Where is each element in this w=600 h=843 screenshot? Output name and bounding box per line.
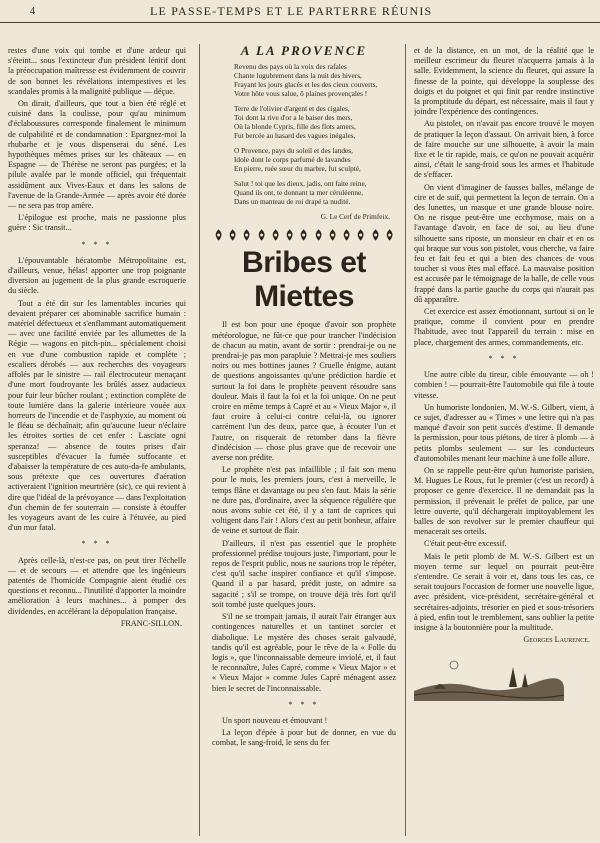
fleuron-ornament-icon: [269, 228, 282, 242]
author-signature: FRANC-SILLON.: [120, 618, 182, 628]
paragraph: On se rappelle peut-être qu'un humoriste parisien, M. Hugues Le Roux, fut le premier (c'est un record) à proposer ce genre d'exercice. Il ne demandait pas la permission, il prévenait le préfet de police, par une lettre ouverte, qu'il déchargerait impitoyablement les balles de son revolver sur le premier chauffeur qui menacerait ses orteils.: [414, 465, 594, 537]
paragraph: Il est bon pour une époque d'avoir son prophète météorologue, ne fût-ce que pour trancher l'indécision de chacun au matin, avant de sortir : prendrai-je ou ne prendrai-je pas mon parapluie ? Mettrai-je mes souliers noirs ou mes bottines jaunes ? Cruelle énigme, autant de questions angoissantes qu'une prédiction hardie et surtout la foi dans le prophète peuvent résoudre sans douleur. Mais il faut la foi et la foi unique. On ne peut croire en même temps à Capré et au « Vieux Major », il faut croire à celui-ci contre celui-là, ou ignorer carrément l'un des deux, parce que, à écouter l'un et l'autre, on risquerait de retomber dans la fièvre d'indécision — chose plus grave que de recevoir une averse non prédite.: [212, 320, 396, 463]
running-title: LE PASSE-TEMPS ET LE PARTERRE RÉUNIS: [150, 4, 433, 18]
section-separator: * * *: [81, 539, 113, 549]
page-header: [0, 0, 600, 23]
paragraph: On vient d'imaginer de fausses balles, mélange de cire et de suif, qui permettent la leçon de terrain. On a des lunettes, un masque et une grande blouse noire. On ne risque peut-être une ecchymose, mais on a l'avantage d'avoir, en face de soi, au lieu d'une silhouette sans riposte, un monsieur en chair et en os qui braque sur vous son pistolet, vous cherche, va faire feu et fait feu et qui a bien des chances de vous toucher si vous êtes mal effacé. La mauvaise position est accusée par le témoignage de la balle, de celle vous frappé dans la partie gauche du corps qui n'aurait pas dû apparaître.: [414, 182, 594, 304]
fleuron-ornament-icon: [354, 228, 367, 242]
fleuron-ornament-icon: [326, 228, 339, 242]
poem-line: Toi dont la rive d'or a le baiser des mers,: [234, 113, 353, 123]
paragraph: On dirait, d'ailleurs, que tout a bien été réglé et cuisiné dans la coulisse, pour qu'au minimum d'éclaboussures corresponde finalement le minimum de culpabilité et de condamnation : Epargnez-moi la rhubarbe et je vous dispenserai du séné. Les hypothèques mêmes prises sur les châteaux — en Espagne — de Thérèse ne seront pas purgées; et la pilule avalée par le monde officiel, qui fréquentait assidûment aux Vives-Eaux et dans les salons de l'avenue de la Grande-Armée — après avoir été dorée — ne sera pas trop amère.: [8, 99, 186, 211]
poem-line: Frayant les jours glacés et les des cieux couverts,: [234, 80, 378, 90]
poem: [212, 62, 396, 206]
column-divider: [199, 44, 200, 836]
section-separator: * * *: [288, 699, 320, 709]
paragraph: Au pistolet, on n'avait pas encore trouvé le moyen de pratiquer la leçon d'assaut. On arrivait bien, à force de faire mouche sur une silhouette, à avoir la main fixe et le tir rapide, mais, ce qu'on ne pouvait acquérir ainsi, c'était le sang-froid sous les armes et l'habitude de s'effacer.: [414, 119, 594, 180]
fleuron-ornament-icon: [212, 228, 225, 242]
poem-line: Idole dont le corps parfumé de lavandes: [234, 155, 351, 165]
page-number: 4: [30, 6, 35, 17]
paragraph: L'épilogue est proche, mais ne passionne plus guère : Sic transit...: [8, 213, 186, 233]
fleuron-ornament-icon: [226, 228, 239, 242]
fleuron-ornament-icon: [297, 228, 310, 242]
author-signature: Georges Laurence.: [523, 635, 590, 645]
column-divider: [405, 44, 406, 836]
paragraph: Après celle-là, n'est-ce pas, on peut tirer l'échelle — et de secours — et attendre que les ingénieurs patentés de l'homicide Compagnie aient étudié ces questions et reconnu... l'inutilité d'apporter la moindre amélioration à leurs machines... à pomper des dividendes, en accélérant la dépopulation française.: [8, 555, 186, 616]
paragraph: C'était peut-être excessif.: [424, 539, 507, 549]
poem-line: Chante lugubrement dans la nuit des hivers,: [234, 71, 362, 81]
paragraph: S'il ne se trompait jamais, il aurait l'air étranger aux contingences naturelles et un tantinet sorcier et diabolique. Le mystère des choses serait galvaudé, tandis qu'il est agréable, pour le rêve de la « Folle du logis », que l'inconnaissable demeure inviolé, et, il faut le reconnaître, Jules Capré, comme « Vieux Major » et « Vieux Major » comme Jules Capré ménagent assez bien le secret de l'inconnaissable.: [212, 612, 396, 693]
poem-line: Où la blonde Cypris, fille des flots amers,: [234, 122, 356, 132]
fleuron-ornament-icon: [340, 228, 353, 242]
landscape-vignette: [414, 651, 564, 701]
fleuron-ornament-icon: [383, 228, 396, 242]
section-separator: * * *: [81, 239, 113, 249]
paragraph: Cet exercice est assez émotionnant, surtout si on le pratique, comme il convient pour en prendre l'habitude, avec tout l'appareil du terrain : mise en place, chargement des armes, commandements, etc.: [414, 307, 594, 347]
paragraph: restes d'une voix qui tombe et d'une ardeur qui s'éteint... sous l'extincteur d'un président lénitif dont la préoccupation maîtresse est évidemment de couvrir de son bonnet les révélations intempestives et les scandales promis à la malignité publique — déçue.: [8, 46, 186, 96]
poem-line: Quand ils ont, te donnant ta mer céruléenne,: [234, 188, 364, 198]
fleuron-ornament-icon: [240, 228, 253, 242]
column-middle: [212, 46, 396, 836]
fleuron-ornament-icon: [283, 228, 296, 242]
fleuron-ornament-icon: [255, 228, 268, 242]
paragraph: D'ailleurs, il n'est pas essentiel que le prophète professionnel prédise toujours juste, l'important, pour le repos de l'esprit public, nous ne saurions trop le répéter, c'est qu'il sache inspirer confiance et qu'il s'impose. Quand il a par hasard, prédit juste, on admire sa sagacité ; s'il se trompe, on trouve déjà très fort qu'il soit tombé juste quelques jours.: [212, 538, 396, 609]
ornamental-border: [212, 228, 396, 242]
poem-line: Revenu des pays où la voix des rafales: [234, 62, 347, 72]
fleuron-ornament-icon: [312, 228, 325, 242]
paragraph: Une autre cible du tireur, cible émouvante — oh ! combien ! — pourrait-être l'automobile qui file à toute vitesse.: [414, 370, 594, 400]
poem-stanza: [234, 62, 396, 98]
poem-line: Terre de l'olivier d'argent et des cigales,: [234, 104, 350, 114]
paragraph: Mais le petit plomb de M. W.-S. Gilbert est un moyen terme sur lequel on pourrait peut-être s'entendre. Ce serait à voir et, dans tous les cas, ce serait toujours l'occasion de former une nouvelle ligue, avec président, vice-président, secrétaire-général et secrétaires-adjoints, trésorier en pied et sous-trésoriers à pied, enfin tout le tremblement, sans oublier la petite insigne à la boutonnière pour la multitude.: [414, 551, 594, 632]
section-separator: * * *: [488, 353, 520, 363]
paragraph: Tout a été dit sur les lamentables incuries qui devaient préparer cet abominable sacrifice humain : matériel défectueux et s'enflammant automatiquement — avec une facilité enviée par les allumettes de la Régie — wagons en pitch-pin... spécialement choisi en vue d'une combustion rapide et complète ; escaliers dérobés — aux recherches des voyageurs affolés par le sinistre — rail électrocuteur menaçant d'une mort foudroyante les brûlés assez audacieux pour fuir leur bûcher roulant ; extinction complète de toute lumière dans la galerie intérieure vouée aux horreurs de l'incendie et de l'asphyxie, au moment où le fléau se déchaînait; afin qu'aucune lueur n'éclaire les étroites sorties de cet enfer : Lasciate ogni speranza! — absence de toutes prises d'air susceptibles d'évacuer la fumée suffocante et d'abaisser la température de ces auto-da-fe ambulants, sous prétexte que ces ouvertures d'aération activeraient l'ignition meurtrière (sic), ce qui revient à dire que l'idéal de la prévoyance — dans l'exploitation d'un chemin de fer souterrain — consiste à étouffer les voyageurs avant de les cuire à l'étuvée, au pied d'un mur fatal.: [8, 298, 186, 533]
paragraph: L'épouvantable hécatombe Métropolitaine est, d'ailleurs, venue, hélas! apporter une trop poignante diversion au jugement de la plus grande escroquerie du siècle.: [8, 255, 186, 296]
poem-title: A LA PROVENCE: [240, 46, 368, 58]
column-right: [414, 46, 594, 836]
paragraph: et de la distance, en un mot, de la réalité que le meilleur escrimeur du fleuret n'acquerra jamais à la salle. Evidemment, la science du fleuret, qui assure la finesse de la pointe, qui développe la souplesse des doigts et du poignet et qui finit par rendre instinctive la promptitude du départ, est nécessaire, mais il faut y joindre l'expérience des contingences.: [414, 46, 594, 117]
paragraph: Un sport nouveau et émouvant !: [222, 715, 328, 725]
paragraph: Le prophète n'est pas infaillible ; il fait son menu pour le mois, les premiers jours, c'est à merveille, le temps flâne et davantage ou peu s'en faut. Mais la série ne dure pas, d'ordinaire, avec la séquence régulière que nous avons subie cet été, il y a tant de caprices qui voltigent dans l'air ! Alors c'est au petit bonheur, affaire de veine et surtout de flair.: [212, 465, 396, 536]
poem-stanza: [234, 179, 396, 206]
poem-stanza: [234, 104, 396, 140]
article-title: Bribes et Miettes: [242, 246, 366, 314]
poem-line: Dans un manteau de roi drapé ta nudité.: [234, 197, 351, 207]
poem-line: En pierre, ruée sœur du marbre, fut sculpté,: [234, 164, 361, 174]
poem-signature: G. Le Cerf de Primfeix.: [320, 212, 390, 222]
poem-line: Votre hôte vous salue, ô plaines provençales !: [234, 89, 368, 99]
paragraph: Un humoriste londonien, M. W.-S. Gilbert, vient, à ce sujet, d'adresser au « Times » une lettre qui n'a pas manqué d'avoir son petit succès d'estime. Il demande la permission, pour tous piétons, de tirer à plomb — à petits plombs seulement — sur les conducteurs d'automobiles menant leur machine à une folle allure.: [414, 402, 594, 463]
paragraph: La leçon d'épée à pour but de donner, en vue du combat, le sang-froid, le sens du fer: [212, 728, 396, 748]
poem-line: Salut ! toi que les dieux, jadis, ont faite reine,: [234, 179, 367, 189]
poem-line: O Provence, pays du soleil et des landes,: [234, 146, 353, 156]
poem-stanza: [234, 146, 396, 173]
poem-line: Fut bercée au hasard des vagues inégales,: [234, 131, 356, 141]
column-left: [8, 46, 186, 836]
fleuron-ornament-icon: [369, 228, 382, 242]
